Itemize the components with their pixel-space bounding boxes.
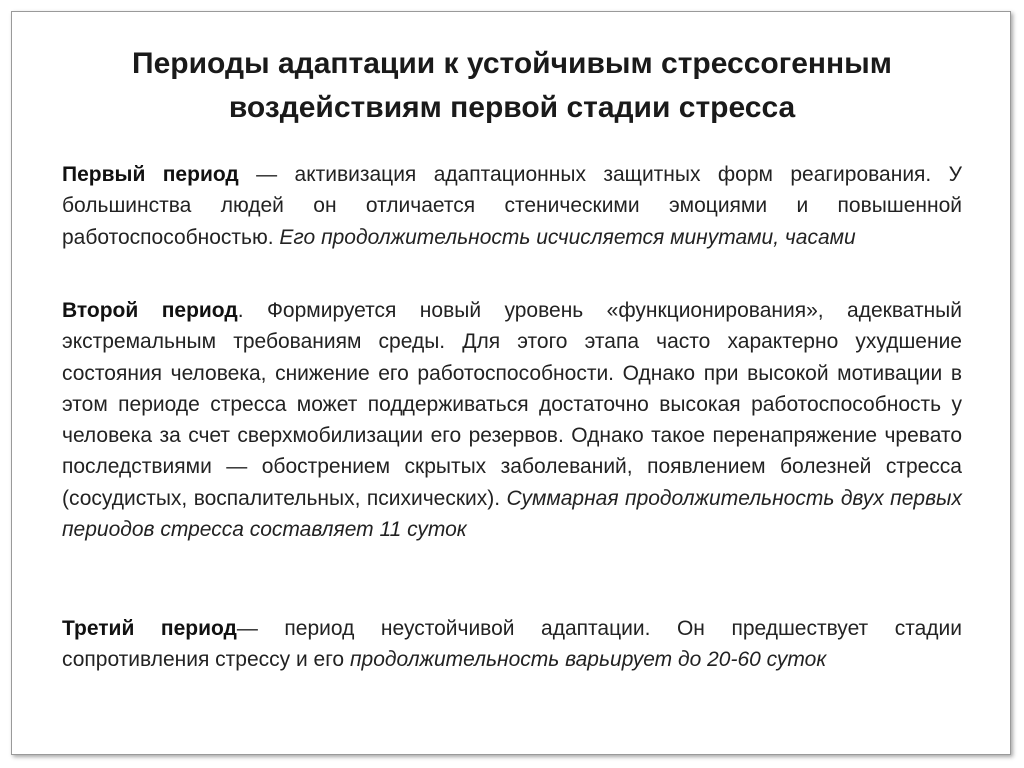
term-first-period: Первый период xyxy=(62,163,239,186)
paragraph-second-period-duration: Суммарная продолжительность двух первых периодов стресса составляет 11 суток xyxy=(62,486,962,542)
slide-title-line-1: Периоды адаптации к устойчивым стрессогенным xyxy=(132,47,892,80)
term-second-period: Второй период xyxy=(62,299,238,322)
term-third-period: Третий период xyxy=(62,617,237,640)
paragraph-third-period-duration: продолжительность варьирует до 20-60 суток xyxy=(349,648,827,672)
paragraph-second-period xyxy=(62,295,962,545)
slide xyxy=(11,11,1011,755)
paragraph-first-period xyxy=(62,159,962,253)
paragraph-first-period-duration: Его продолжительность исчисляется минутами, часами xyxy=(279,225,856,249)
slide-title-line-2: воздействиям первой стадии стресса xyxy=(228,91,796,124)
paragraph-second-period-body: . Формируется новый уровень «функционирования», адекватный экстремальным требованиям среды. Для этого этапа часто характерно ухудшение состояния человека, снижение его работоспособности. Однако при высокой мотивации в этом периоде стресса может поддерживаться достаточно высокая работоспособность у человека за счет сверхмобилизации его резервов. Однако такое перенапряжение чревато последствиями — обострением скрытых заболеваний, появлением болезней стресса (сосудистых, воспалительных, психических). xyxy=(62,299,962,510)
paragraph-first-period-body: — активизация адаптационных защитных форм реагирования. У большинства людей он отличается стеническими эмоциями и повышенной работоспособностью. xyxy=(62,163,962,249)
paragraph-third-period-body: — период неустойчивой адаптации. Он предшествует стадии сопротивления стрессу и его xyxy=(62,617,962,672)
paragraph-third-period xyxy=(62,613,962,676)
slide-title xyxy=(12,42,1012,130)
